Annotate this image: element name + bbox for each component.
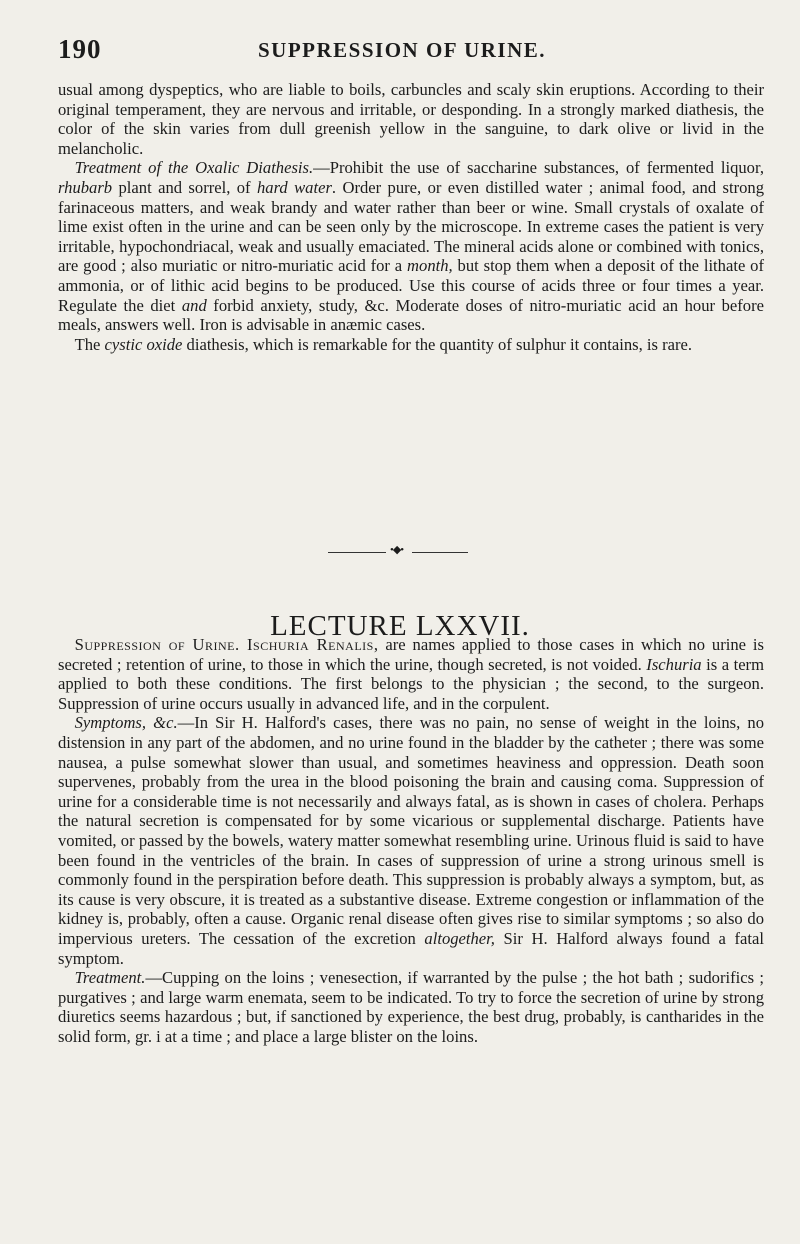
section-oxalic-diathesis <box>58 80 764 354</box>
small-caps-heading: Suppression of Urine. Ischuria Renalis, <box>74 635 379 654</box>
running-title: SUPPRESSION OF URINE. <box>258 38 547 62</box>
paragraph-definition: Suppression of Urine. Ischuria Renalis, are names applied to those cases in which no urine is secreted ; retention of urine, to those in which the urine, though secreted, is not voided. Ischuria is a term applied to both these conditions. The first belongs to the physician ; the second, to the surgeon. Suppression of urine occurs usually in advanced life, and in the corpulent. <box>58 635 764 713</box>
paragraph-symptoms: Symptoms, &c.—In Sir H. Halford's cases, there was no pain, no sense of weight in the loins, no distension in any part of the abdomen, and no urine found in the bladder by the catheter ; there was some nausea, a pulse somewhat slower than usual, and sometimes heaviness and oppression. Death soon supervenes, probably from the urea in the blood poisoning the brain and causing coma. Suppression of urine for a considerable time is not necessarily and always fatal, as is shown in cases of cholera. Perhaps the natural secretion is compensated for by some vicarious or supplemental discharge. Patients have vomited, or passed by the bowels, watery matter somewhat resembling urine. Urinous fluid is said to have been found in the ventricles of the brain. In cases of suppression of urine a strong urinous smell is commonly found in the perspiration before death. This suppression is probably always a symptom, but, as its cause is very obscure, it is treated as a substantive disease. Extreme congestion or inflammation of the kidney is, probably, often a cause. Organic renal disease often gives rise to similar symptoms ; so also do impervious ureters. The cessation of the excretion altogether, Sir H. Halford always found a fatal symptom. <box>58 713 765 968</box>
paragraph-continued <box>58 80 764 158</box>
section-suppression-of-urine <box>58 635 764 1046</box>
divider-ornament: •◆• <box>390 544 404 556</box>
paragraph-cystic-oxide: The cystic oxide diathesis, which is remarkable for the quantity of sulphur it contains, is rare. <box>74 334 693 354</box>
running-head <box>58 34 754 68</box>
paragraph-treatment-oxalic: Treatment of the Oxalic Diathesis.—Prohibit the use of saccharine substances, of fermented liquor, rhubarb plant and sorrel, of hard water. Order pure, or even distilled water ; animal food, and strong farinaceous matters, and weak brandy and water rather than beer or wine. Small crystals of oxalate of lime exist often in the urine and can be seen only by the microscope. In extreme cases the patient is very irritable, hypochondriacal, weak and usually emaciated. The mineral acids alone or combined with tonics, are good ; also muriatic or nitro-muriatic acid for a month, but stop them when a deposit of the lithate of ammonia, or of lithic acid begins to be produced. Use this course of acids three or four times a year. Regulate the diet and forbid anxiety, study, &c. Moderate doses of nitro-muriatic acid an hour before meals, answers well. Iron is advisable in anæmic cases. <box>58 158 764 335</box>
lecture-title: LECTURE LXXVII. <box>270 610 530 643</box>
run-in-heading: Symptoms, &c. <box>74 713 178 733</box>
page-number: 190 <box>58 34 102 64</box>
run-in-heading: Treatment of the Oxalic Diathesis. <box>74 158 314 178</box>
paragraph-text: usual among dyspeptics, who are liable to boils, carbuncles and scaly skin eruptions. According to their original temperament, they are nervous and irritable, or desponding. In a strongly marked diathesis, the color of the skin varies from dull greenish yellow in the sanguine, to dark olive or livid in the melancholic. <box>58 80 764 158</box>
run-in-heading: Treatment. <box>74 968 146 988</box>
paragraph-treatment: Treatment.—Cupping on the loins ; venesection, if warranted by the pulse ; the hot bath ; sudorifics ; purgatives ; and large warm enemata, seem to be indicated. To try to force the secretion of urine by strong diuretics seems hazardous ; but, if sanctioned by experience, the best drug, probably, is cantharides in the solid form, gr. i at a time ; and place a large blister on the loins. <box>58 968 764 1046</box>
section-divider <box>328 544 468 558</box>
